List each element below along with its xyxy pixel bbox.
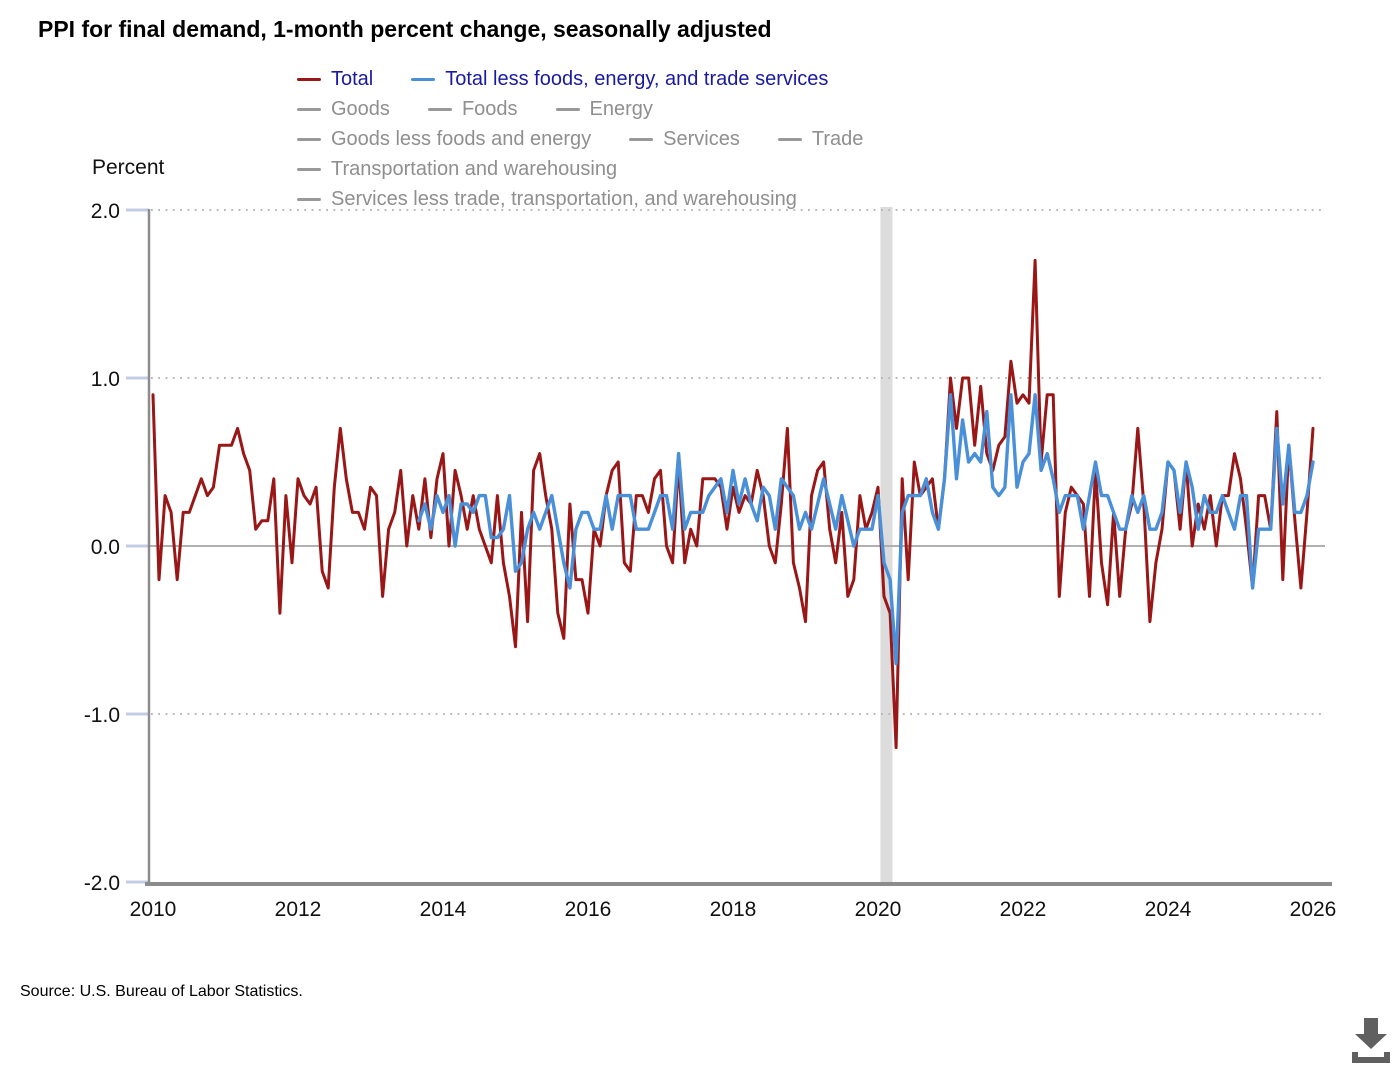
y-tick-label: 0.0 <box>90 536 120 559</box>
legend-label: Energy <box>589 97 653 120</box>
legend-item-services[interactable] <box>629 128 740 151</box>
x-tick-label: 2022 <box>999 898 1047 921</box>
legend-item-services-less-trade-transportation-and-warehousi[interactable] <box>297 188 797 211</box>
legend-item-transportation-and-warehousing[interactable] <box>297 158 617 181</box>
legend-dash-icon <box>556 108 580 111</box>
source-note: Source: U.S. Bureau of Labor Statistics. <box>20 983 303 1000</box>
y-tick-label: 1.0 <box>90 368 120 391</box>
x-tick-label: 2026 <box>1289 898 1337 921</box>
x-tick-label: 2016 <box>564 898 612 921</box>
legend-item-goods[interactable] <box>297 98 390 121</box>
y-tick-label: 2.0 <box>90 200 120 223</box>
x-tick-label: 2012 <box>274 898 322 921</box>
legend-label: Services less trade, transportation, and warehousing <box>331 187 797 210</box>
legend-dash-icon <box>297 78 321 81</box>
legend-dash-icon <box>297 138 321 141</box>
x-tick-label: 2018 <box>709 898 757 921</box>
legend-item-foods[interactable] <box>428 98 518 121</box>
x-tick-label: 2020 <box>854 898 902 921</box>
legend-dash-icon <box>629 138 653 141</box>
legend-label: Transportation and warehousing <box>331 157 618 180</box>
legend-dash-icon <box>297 198 321 201</box>
legend-item-energy[interactable] <box>556 98 653 121</box>
legend-label: Goods <box>331 97 390 120</box>
legend-item-trade[interactable] <box>778 128 864 151</box>
x-tick-label: 2010 <box>129 898 177 921</box>
legend-row <box>297 124 863 154</box>
legend-item-goods-less-foods-and-energy[interactable] <box>297 128 591 151</box>
legend-label: Total less foods, energy, and trade services <box>445 67 829 90</box>
legend-label: Total <box>331 67 374 90</box>
legend-dash-icon <box>428 108 452 111</box>
y-tick-label: -2.0 <box>83 872 120 895</box>
legend-item-total[interactable] <box>297 68 373 91</box>
legend-dash-icon <box>778 138 802 141</box>
legend-row <box>297 64 863 94</box>
legend-row <box>297 184 863 214</box>
download-button[interactable] <box>1348 1014 1394 1066</box>
legend-label: Trade <box>811 127 864 150</box>
series-legend <box>297 64 863 214</box>
y-axis-title: Percent <box>92 156 165 179</box>
x-tick-label: 2024 <box>1144 898 1192 921</box>
legend-item-total-less-foods-energy-and-trade-services[interactable] <box>411 68 828 91</box>
y-tick-label: -1.0 <box>83 704 120 727</box>
legend-row <box>297 154 863 184</box>
legend-dash-icon <box>411 78 435 81</box>
legend-label: Goods less foods and energy <box>331 127 592 150</box>
legend-dash-icon <box>297 108 321 111</box>
x-tick-label: 2014 <box>419 898 467 921</box>
chart-title: PPI for final demand, 1-month percent change, seasonally adjusted <box>38 16 772 42</box>
legend-dash-icon <box>297 168 321 171</box>
legend-row <box>297 94 863 124</box>
legend-label: Services <box>663 127 740 150</box>
legend-label: Foods <box>461 97 518 120</box>
download-icon <box>1348 1014 1394 1066</box>
